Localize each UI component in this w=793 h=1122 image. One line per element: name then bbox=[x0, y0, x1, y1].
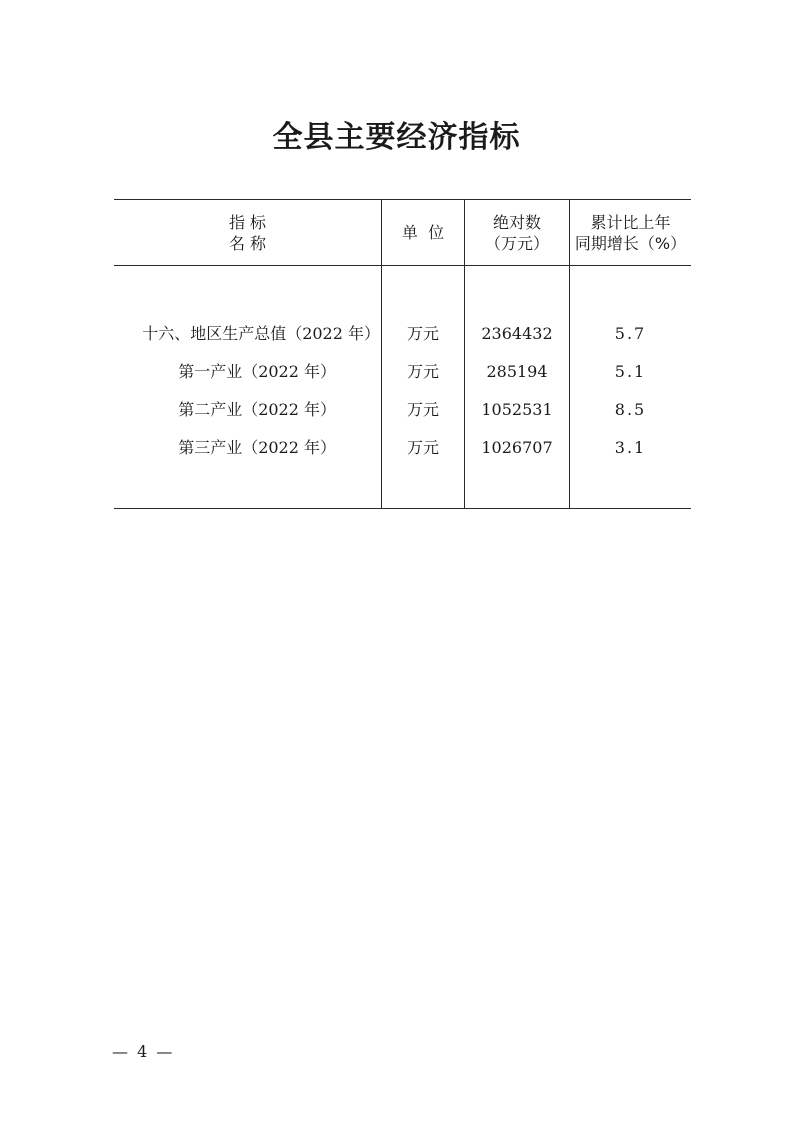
header-unit-label: 单 位 bbox=[401, 223, 445, 242]
row-unit: 万元 bbox=[406, 400, 439, 419]
row-value: 1026707 bbox=[481, 438, 553, 457]
table-row bbox=[114, 398, 691, 422]
page-title: 全县主要经济指标 bbox=[272, 120, 521, 155]
header-abs-line2: （万元） bbox=[484, 233, 549, 253]
row-name: 第一产业（2022 年） bbox=[178, 362, 336, 381]
header-growth-line1: 累计比上年 bbox=[590, 212, 671, 232]
economic-indicators-table bbox=[114, 199, 691, 509]
table-row bbox=[114, 322, 691, 346]
row-name: 十六、地区生产总值（2022 年） bbox=[142, 324, 380, 343]
row-value: 1052531 bbox=[481, 400, 553, 419]
table-row bbox=[114, 360, 691, 384]
header-abs-line1: 绝对数 bbox=[492, 212, 541, 232]
row-name: 第二产业（2022 年） bbox=[178, 400, 336, 419]
header-name-line1: 指 标 bbox=[228, 212, 267, 232]
row-growth: 5.7 bbox=[614, 324, 647, 343]
header-name-line2: 名 称 bbox=[228, 233, 267, 253]
header-divider bbox=[114, 265, 691, 266]
row-value: 2364432 bbox=[481, 324, 553, 343]
header-indicator-name bbox=[114, 200, 381, 265]
row-unit: 万元 bbox=[406, 438, 439, 457]
header-growth-line2: 同期增长（%） bbox=[574, 233, 687, 253]
row-growth: 5.1 bbox=[614, 362, 647, 381]
row-name: 第三产业（2022 年） bbox=[178, 438, 336, 457]
row-value: 285194 bbox=[486, 362, 548, 381]
header-growth bbox=[570, 200, 691, 265]
row-unit: 万元 bbox=[406, 324, 439, 343]
page-number: — 4 — bbox=[112, 1042, 175, 1061]
table-row bbox=[114, 436, 691, 460]
row-growth: 3.1 bbox=[614, 438, 647, 457]
header-absolute-value bbox=[465, 200, 569, 265]
row-unit: 万元 bbox=[406, 362, 439, 381]
row-growth: 8.5 bbox=[614, 400, 647, 419]
header-unit bbox=[382, 200, 464, 265]
